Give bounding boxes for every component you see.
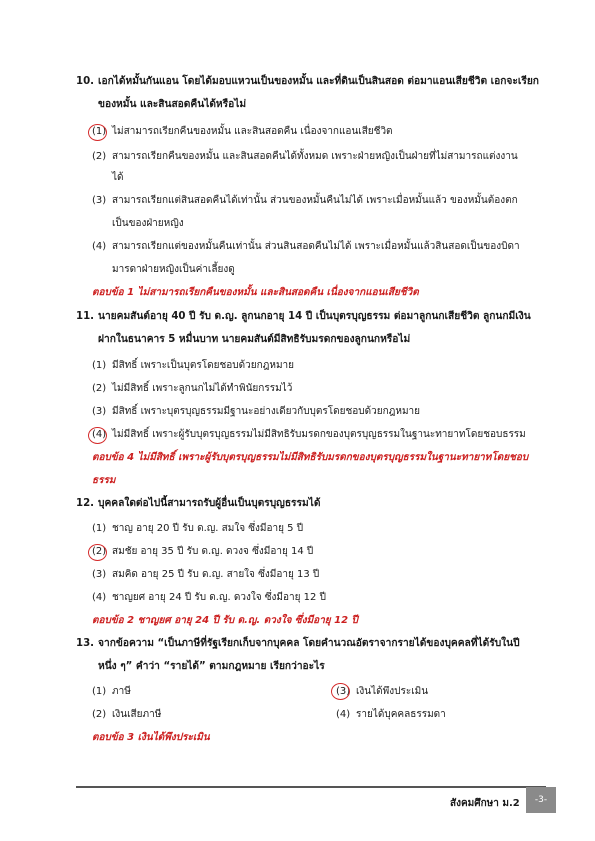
question-10-cont xyxy=(76,93,546,116)
option-number: (2) xyxy=(92,383,107,394)
option-number: (2) xyxy=(92,151,107,162)
answer-11-cont: ธรรม xyxy=(92,475,116,486)
option-text: สามารถเรียกแต่ของหมั้นคืนเท่านั้น ส่วนสินสอดคืนไม่ได้ เพราะเมื่อหมั้นแล้วสินสอดเป็นของบิดา xyxy=(112,241,520,252)
option-10-2[interactable] xyxy=(92,145,544,168)
option-13-2[interactable] xyxy=(92,703,161,726)
option-number: (4) xyxy=(92,592,107,603)
option-13-1[interactable] xyxy=(92,680,131,703)
question-text: บุคคลใดต่อไปนี้สามารถรับผู้อื่นเป็นบุตรบุญธรรมได้ xyxy=(98,498,321,509)
option-10-4[interactable] xyxy=(92,235,544,258)
option-13-4[interactable] xyxy=(336,703,446,726)
option-12-2[interactable] xyxy=(92,540,544,563)
answer-11: ตอบข้อ 4 ไม่มีสิทธิ์ เพราะผู้รับบุตรบุญธรรมไม่มีสิทธิรับมรดกของบุตรบุญธรรมในฐานะทายาทโดยชอบ xyxy=(92,452,529,463)
option-text-cont: มารดาฝ่ายหญิงเป็นค่าเลี้ยงดู xyxy=(112,264,235,275)
answer-13: ตอบข้อ 3 เงินได้พึงประเมิน xyxy=(92,732,210,743)
option-number: (2) xyxy=(92,709,107,720)
option-number: (4) xyxy=(336,709,351,720)
question-text: นายคมสันต์อายุ 40 ปี รับ ด.ญ. ลูกนกอายุ 14 ปี เป็นบุตรบุญธรรม ต่อมาลูกนกเสียชีวิต ลูกนกมีเงิน xyxy=(98,311,531,322)
option-11-2[interactable] xyxy=(92,377,544,400)
option-number: (3) xyxy=(92,406,107,417)
option-text-cont: เป็นของฝ่ายหญิง xyxy=(112,218,184,229)
option-number: (4) xyxy=(92,241,107,252)
option-text: ชาญ อายุ 20 ปี รับ ด.ญ. สมใจ ซึ่งมีอายุ 5 ปี xyxy=(112,523,304,534)
option-text: รายได้บุคคลธรรมดา xyxy=(356,709,446,720)
option-text: สามารถเรียกแต่สินสอดคืนได้เท่านั้น ส่วนของหมั้นคืนไม่ได้ เพราะเมื่อหมั้นแล้ว ของหมั้นต้องตก xyxy=(112,195,518,206)
footer-subject: สังคมศึกษา ม.2 xyxy=(450,798,520,809)
option-number: (2) xyxy=(92,546,107,557)
option-number: (3) xyxy=(92,569,107,580)
question-number: 10. xyxy=(76,76,95,87)
option-10-3[interactable] xyxy=(92,189,544,212)
option-text: มีสิทธิ์ เพราะเป็นบุตรโดยชอบด้วยกฎหมาย xyxy=(112,360,295,371)
option-10-1[interactable] xyxy=(92,120,544,143)
question-text: เอกได้หมั้นกันแอน โดยได้มอบแหวนเป็นของหมั้น และที่ดินเป็นสินสอด ต่อมาแอนเสียชีวิต เอกจะเรียก xyxy=(98,76,539,87)
option-11-3[interactable] xyxy=(92,400,544,423)
option-text: สมชัย อายุ 35 ปี รับ ด.ญ. ดวงจ ซึ่งมีอายุ 14 ปี xyxy=(112,546,314,557)
option-text: ชาญยศ อายุ 24 ปี รับ ด.ญ. ดวงใจ ซึ่งมีอายุ 12 ปี xyxy=(112,592,326,603)
option-number: (4) xyxy=(92,429,107,440)
question-number: 13. xyxy=(76,638,95,649)
question-text-cont: ของหมั้น และสินสอดคืนได้หรือไม่ xyxy=(98,99,247,110)
option-number: (1) xyxy=(92,360,107,371)
footer-divider xyxy=(76,786,546,788)
option-text: ไม่สามารถเรียกคืนของหมั้น และสินสอดคืน เนื่องจากแอนเสียชีวิต xyxy=(112,126,393,137)
question-text-cont: ฝากในธนาคาร 5 หมื่นบาท นายคมสันต์มีสิทธิรับมรดกของลูกนกหรือไม่ xyxy=(98,334,411,345)
question-11-cont xyxy=(76,328,546,351)
selected-answer-circle xyxy=(88,427,107,444)
option-11-1[interactable] xyxy=(92,354,544,377)
question-11 xyxy=(76,305,546,328)
option-text: มีสิทธิ์ เพราะบุตรบุญธรรมมีฐานะอย่างเดียวกับบุตรโดยชอบด้วยกฎหมาย xyxy=(112,406,421,417)
option-10-2-cont xyxy=(92,166,544,189)
option-text: ไม่มีสิทธิ์ เพราะผู้รับบุตรบุญธรรมไม่มีสิทธิรับมรดกของบุตรบุญธรรมในฐานะทายาทโดยชอบธรรม xyxy=(112,429,526,440)
option-10-4-cont xyxy=(92,258,544,281)
question-number: 12. xyxy=(76,498,95,509)
option-10-3-cont xyxy=(92,212,544,235)
option-text: สมคิด อายุ 25 ปี รับ ด.ญ. สายใจ ซึ่งมีอายุ 13 ปี xyxy=(112,569,320,580)
selected-answer-circle xyxy=(88,124,107,141)
option-text: ภาษี xyxy=(112,686,131,697)
selected-answer-circle xyxy=(331,683,350,700)
option-text: สามารถเรียกคืนของหมั้น และสินสอดคืนได้ทั้งหมด เพราะฝ่ายหญิงเป็นฝ่ายที่ไม่สามารถแต่งงาน xyxy=(112,151,518,162)
option-text: เงินเสียภาษี xyxy=(112,709,162,720)
option-12-3[interactable] xyxy=(92,563,544,586)
page-number: -3- xyxy=(534,795,548,805)
answer-12: ตอบข้อ 2 ชาญยศ อายุ 24 ปี รับ ด.ญ. ดวงใจ ซึ่งมีอายุ 12 ปี xyxy=(92,615,358,626)
question-text: จากข้อความ “เป็นภาษีที่รัฐเรียกเก็บจากบุคคล โดยคำนวณอัตราจากรายได้ของบุคคลที่ได้รับในปี xyxy=(98,638,520,649)
option-text: ไม่มีสิทธิ์ เพราะลูกนกไม่ได้ทำพินัยกรรมไว้ xyxy=(112,383,293,394)
option-12-1[interactable] xyxy=(92,517,544,540)
option-11-4[interactable] xyxy=(92,423,544,446)
option-number: (3) xyxy=(92,195,107,206)
option-12-4[interactable] xyxy=(92,586,544,609)
question-13 xyxy=(76,632,546,655)
selected-answer-circle xyxy=(88,544,107,561)
option-number: (1) xyxy=(92,686,107,697)
question-10 xyxy=(76,70,546,93)
question-12 xyxy=(76,492,546,515)
question-number: 11. xyxy=(76,311,95,322)
option-number: (1) xyxy=(92,126,107,137)
page-number-badge xyxy=(526,787,556,813)
option-text: เงินได้พึงประเมิน xyxy=(356,686,429,697)
question-13-cont xyxy=(76,655,546,678)
question-text-cont: หนึ่ง ๆ” คำว่า “รายได้” ตามกฎหมาย เรียกว่าอะไร xyxy=(98,661,325,672)
option-number: (1) xyxy=(92,523,107,534)
answer-10: ตอบข้อ 1 ไม่สามารถเรียกคืนของหมั้น และสินสอดคืน เนื่องจากแอนเสียชีวิต xyxy=(92,287,419,298)
option-text-cont: ได้ xyxy=(112,172,124,183)
option-number: (3) xyxy=(336,686,351,697)
